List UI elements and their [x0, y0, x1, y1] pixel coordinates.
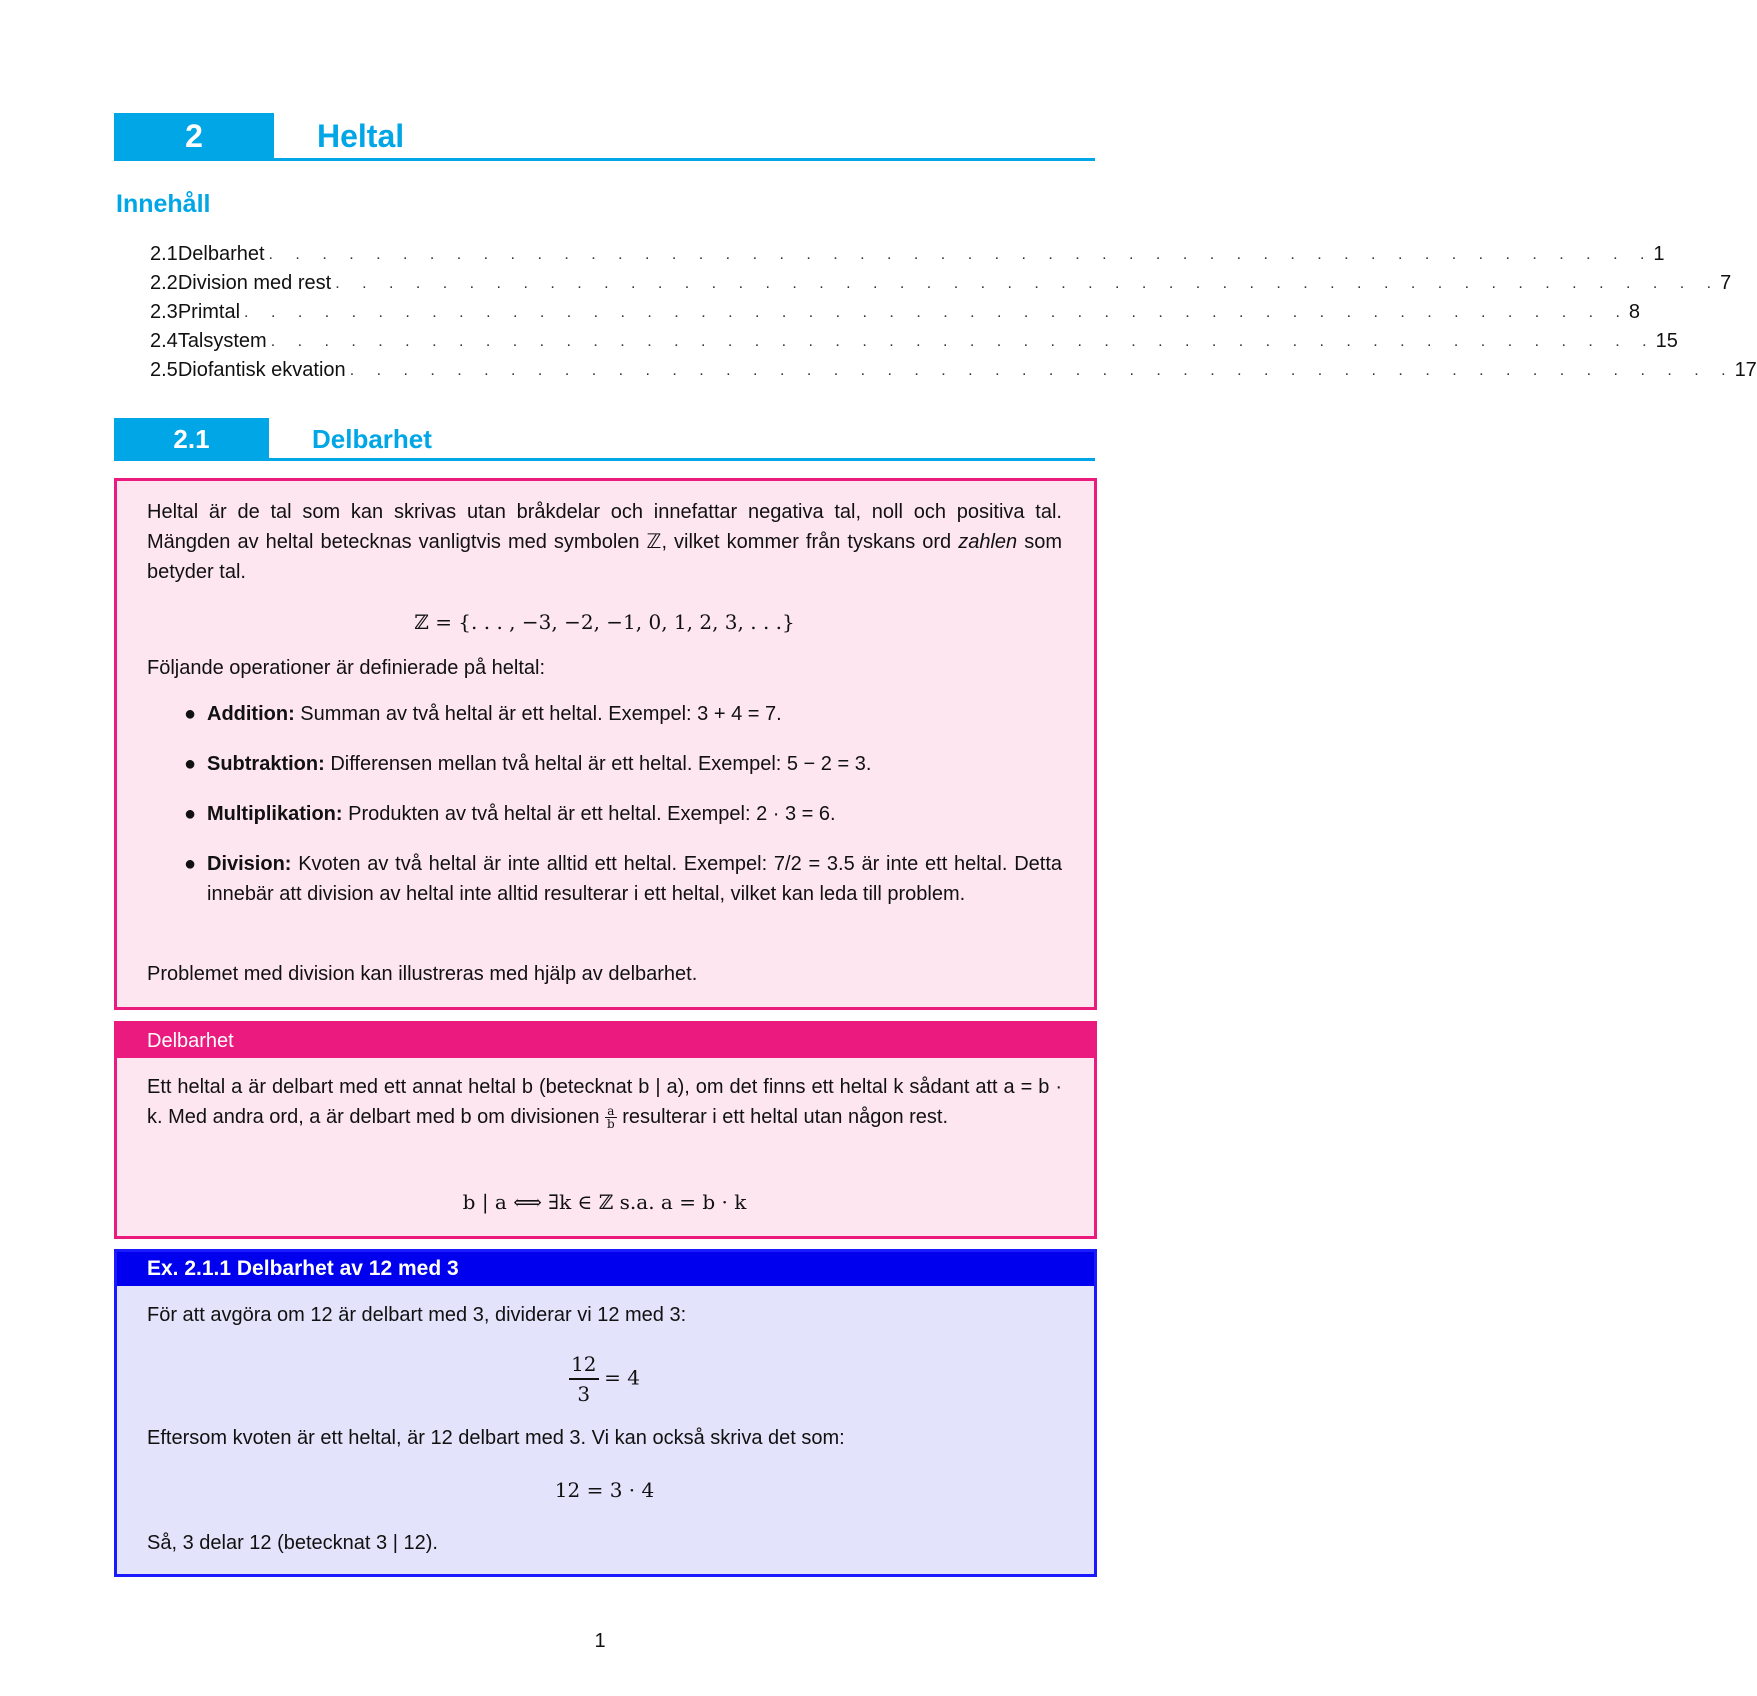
- example-line-2: Eftersom kvoten är ett heltal, är 12 delbart med 3. Vi kan också skriva det som:: [147, 1427, 845, 1449]
- bullet-icon: ●: [184, 803, 197, 825]
- chapter-header: [114, 113, 1095, 161]
- bullet-text: Differensen mellan två heltal är ett heltal. Exempel: 5 − 2 = 3.: [324, 753, 872, 775]
- definition-text: [147, 1072, 1062, 1132]
- intro-emphasis: zahlen: [958, 531, 1018, 553]
- list-item: [147, 749, 1062, 779]
- example-line-1: För att avgöra om 12 är delbart med 3, dividerar vi 12 med 3:: [147, 1304, 687, 1326]
- toc-item-number: 2.5: [150, 359, 178, 381]
- toc-item-page: 17: [1734, 359, 1757, 381]
- fraction-denominator: 3: [577, 1382, 591, 1406]
- definition-box: [114, 1021, 1097, 1239]
- example-line-3: Så, 3 delar 12 (betecknat 3 | 12).: [147, 1532, 438, 1554]
- bullet-icon: ●: [184, 703, 197, 725]
- toc-item-title: Delbarhet: [177, 243, 265, 265]
- toc-item-number: 2.3: [150, 301, 178, 323]
- list-item: [147, 799, 1062, 829]
- table-of-contents: [150, 240, 1757, 385]
- toc-leader-dots: . . . . . . . . . . . . . . . . . . . . . . . . . . . . . . . . . . . . . . . . . . . . . . . . . . . .: [270, 332, 1656, 350]
- toc-leader-dots: . . . . . . . . . . . . . . . . . . . . . . . . . . . . . . . . . . . . . . . . . . . . . . . . . . . .: [335, 274, 1721, 292]
- intro-text: Heltal är de tal som kan skrivas utan bråkdelar och innefattar negativa tal, noll och positiva tal. Mängden av heltal betecknas vanligtvis med symbolen ℤ, vilket kommer från tyskans ord: [147, 501, 1062, 553]
- list-item: [147, 849, 1062, 909]
- fraction-numerator: 12: [569, 1350, 598, 1380]
- integer-set-equation: ℤ = {. . . , −3, −2, −1, 0, 1, 2, 3, . . .}: [414, 610, 795, 634]
- bullet-text: Summan av två heltal är ett heltal. Exempel: 3 + 4 = 7.: [294, 703, 782, 725]
- toc-item-page: 7: [1720, 272, 1732, 294]
- definition-text-b: resulterar i ett heltal utan någon rest.: [616, 1106, 949, 1128]
- toc-item-title: Diofantisk ekvation: [177, 359, 346, 381]
- toc-item[interactable]: [150, 269, 1732, 298]
- chapter-title: Heltal: [317, 118, 405, 154]
- intro-box: [114, 478, 1097, 1010]
- list-item: [147, 699, 1062, 729]
- toc-item-title: Talsystem: [177, 330, 267, 352]
- toc-item[interactable]: [150, 298, 1641, 327]
- toc-item[interactable]: [150, 240, 1665, 269]
- operations-list: [147, 699, 1062, 929]
- toc-item-title: Division med rest: [177, 272, 332, 294]
- fraction-result: = 4: [604, 1365, 640, 1390]
- example-equation-2: 12 = 3 · 4: [554, 1478, 655, 1502]
- toc-item-page: 8: [1628, 301, 1641, 323]
- toc-item[interactable]: [150, 356, 1757, 385]
- example-title: Ex. 2.1.1 Delbarhet av 12 med 3: [117, 1252, 1094, 1286]
- intro-closing: Problemet med division kan illustreras med hjälp av delbarhet.: [147, 963, 698, 985]
- page-number: 1: [594, 1630, 606, 1652]
- toc-leader-dots: . . . . . . . . . . . . . . . . . . . . . . . . . . . . . . . . . . . . . . . . . . . . . . . . . . . .: [349, 361, 1735, 379]
- toc-heading: Innehåll: [116, 190, 211, 218]
- bullet-term: Addition:: [207, 703, 295, 725]
- toc-item-page: 1: [1653, 243, 1665, 265]
- toc-item-number: 2.2: [150, 272, 178, 294]
- operations-intro: Följande operationer är definierade på heltal:: [147, 657, 546, 679]
- bullet-term: Multiplikation:: [207, 803, 343, 825]
- definition-title: Delbarhet: [117, 1024, 1094, 1058]
- toc-item-number: 2.4: [150, 330, 178, 352]
- section-title: Delbarhet: [312, 424, 432, 454]
- definition-text-a: Ett heltal a är delbart med ett annat heltal b (betecknat b | a), om det finns ett heltal k sådant att a = b · k. Med andra ord, a är delbart med b om divisionen: [147, 1076, 1062, 1128]
- bullet-term: Subtraktion:: [207, 753, 325, 775]
- definition-fraction: [605, 1105, 617, 1130]
- example-fraction-equation: [147, 1350, 1062, 1408]
- bullet-icon: ●: [184, 753, 197, 775]
- section-header: [114, 418, 1095, 461]
- section-number: 2.1: [114, 418, 269, 458]
- definition-formula: b | a ⟺ ∃k ∈ ℤ s.a. a = b · k: [462, 1190, 747, 1214]
- bullet-icon: ●: [184, 853, 197, 875]
- toc-leader-dots: . . . . . . . . . . . . . . . . . . . . . . . . . . . . . . . . . . . . . . . . . . . . . . . . . . . .: [244, 303, 1629, 321]
- chapter-number: 2: [114, 113, 274, 158]
- example-fraction: [569, 1350, 598, 1408]
- bullet-text: Produkten av två heltal är ett heltal. Exempel: 2 · 3 = 6.: [342, 803, 836, 825]
- example-box: [114, 1249, 1097, 1577]
- toc-item-title: Primtal: [177, 301, 241, 323]
- fraction-numerator: a: [605, 1105, 617, 1118]
- toc-item-page: 15: [1655, 330, 1678, 352]
- intro-paragraph: [147, 497, 1062, 587]
- toc-leader-dots: . . . . . . . . . . . . . . . . . . . . . . . . . . . . . . . . . . . . . . . . . . . . . . . . . . . .: [268, 245, 1654, 263]
- fraction-denominator: b: [607, 1117, 615, 1132]
- bullet-text: Kvoten av två heltal är inte alltid ett heltal. Exempel: 7/2 = 3.5 är inte ett heltal. Detta innebär att division av heltal inte alltid resulterar i ett heltal, vilket kan leda till problem.: [207, 853, 1062, 905]
- toc-item-number: 2.1: [150, 243, 178, 265]
- toc-item[interactable]: [150, 327, 1678, 356]
- intro-text-end: som betyder tal.: [147, 531, 1062, 583]
- bullet-term: Division:: [207, 853, 292, 875]
